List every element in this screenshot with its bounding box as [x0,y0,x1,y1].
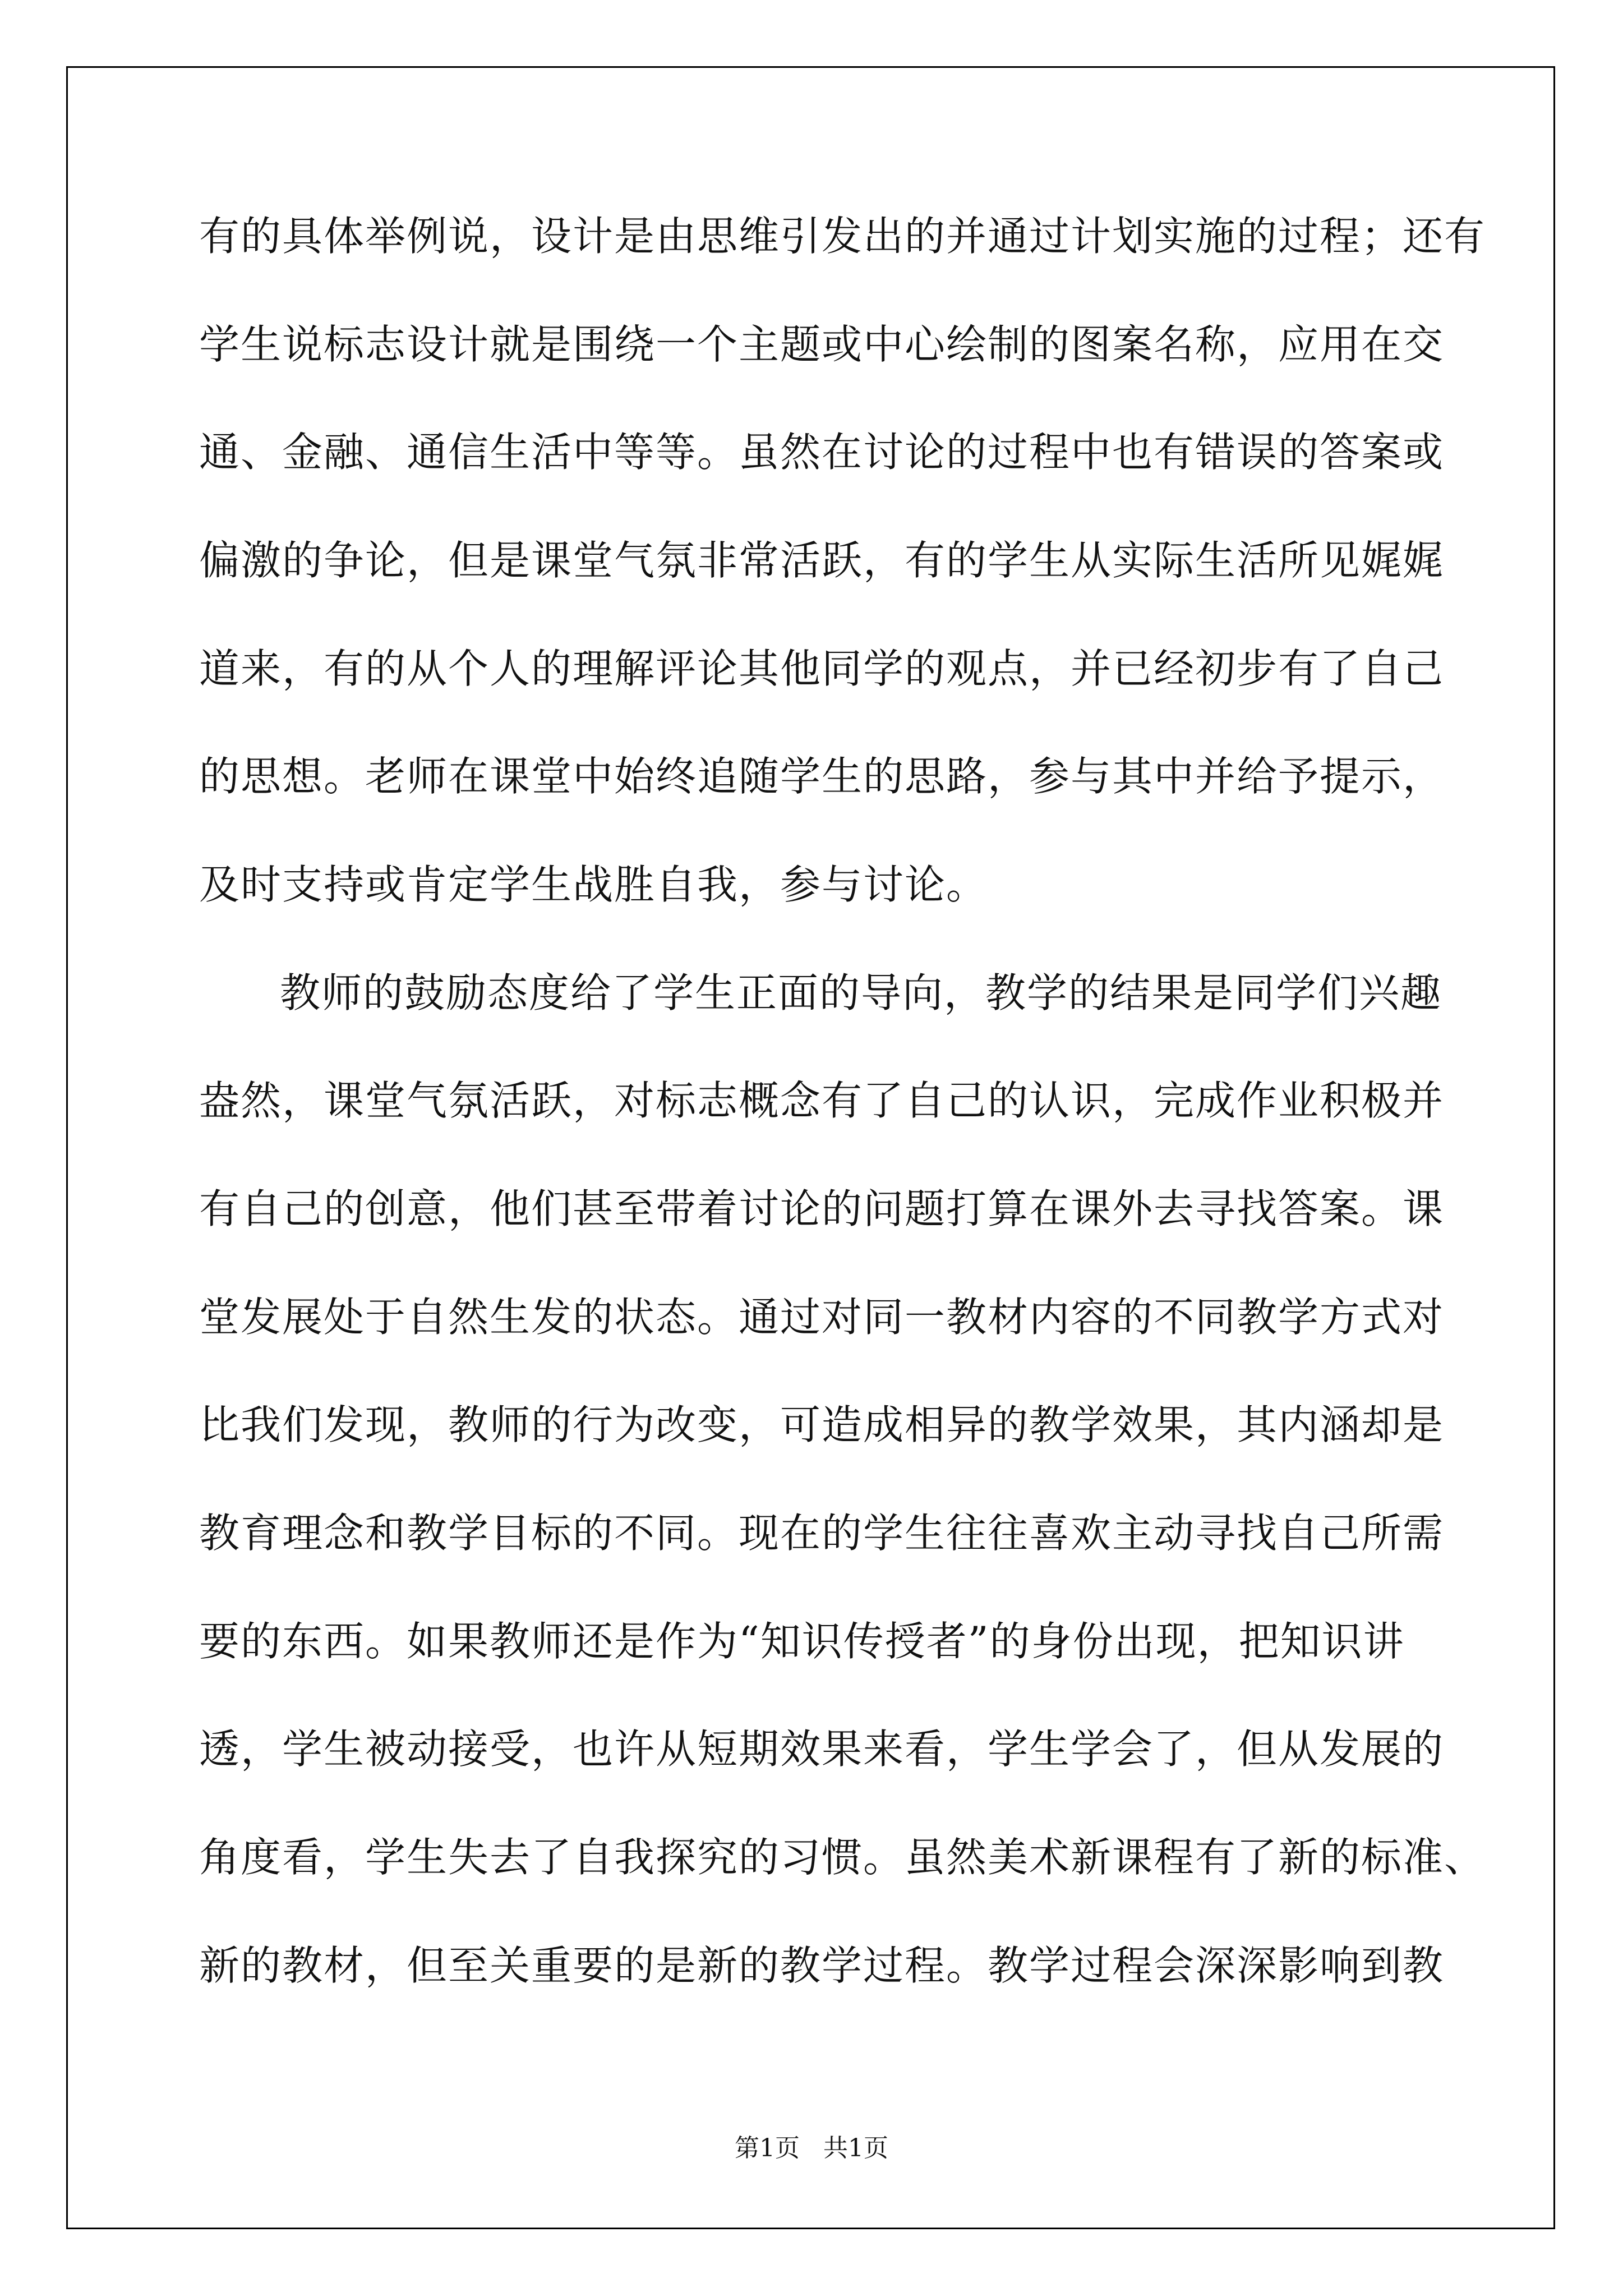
text-line-content: 偏激的争论，但是课堂气氛非常活跃，有的学生从实际生活所见娓娓 [199,537,1445,584]
text-line-content: 要的东西。如果教师还是作为“知识传授者”的身份出现，把知识讲 [199,1618,1405,1665]
text-line-content: 新的教材，但至关重要的是新的教学过程。教学过程会深深影响到教 [199,1942,1445,1989]
text-line-content: 有的具体举例说，设计是由思维引发出的并通过计划实施的过程；还有 [199,213,1486,260]
text-line-content: 比我们发现，教师的行为改变，可造成相异的教学效果，其内涵却是 [199,1401,1445,1448]
text-line-content: 教育理念和教学目标的不同。现在的学生往往喜欢主动寻找自己所需 [199,1510,1445,1557]
page-border [66,66,1555,2229]
text-line-content: 教师的鼓励态度给了学生正面的导向，教学的结果是同学们兴趣 [280,969,1442,1016]
page-footer: 第1页 共1页 [735,2134,888,2162]
text-line-content: 及时支持或肯定学生战胜自我，参与讨论。 [199,861,988,908]
text-line-content: 的思想。老师在课堂中始终追随学生的思路，参与其中并给予提示， [199,753,1445,800]
text-line-content: 道来，有的从个人的理解评论其他同学的观点，并已经初步有了自己 [199,645,1445,692]
text-line-content: 透，学生被动接受，也许从短期效果来看，学生学会了，但从发展的 [199,1726,1445,1773]
text-line-content: 角度看，学生失去了自我探究的习惯。虽然美术新课程有了新的标准、 [199,1834,1486,1881]
text-line-content: 盎然，课堂气氛活跃，对标志概念有了自己的认识，完成作业积极并 [199,1077,1445,1124]
text-line-content: 堂发展处于自然生发的状态。通过对同一教材内容的不同教学方式对 [199,1294,1445,1341]
text-line-content: 有自己的创意，他们甚至带着讨论的问题打算在课外去寻找答案。课 [199,1185,1445,1232]
text-line-content: 学生说标志设计就是围绕一个主题或中心绘制的图案名称，应用在交 [199,321,1445,368]
text-line-content: 通、金融、通信生活中等等。虽然在讨论的过程中也有错误的答案或 [199,429,1445,476]
